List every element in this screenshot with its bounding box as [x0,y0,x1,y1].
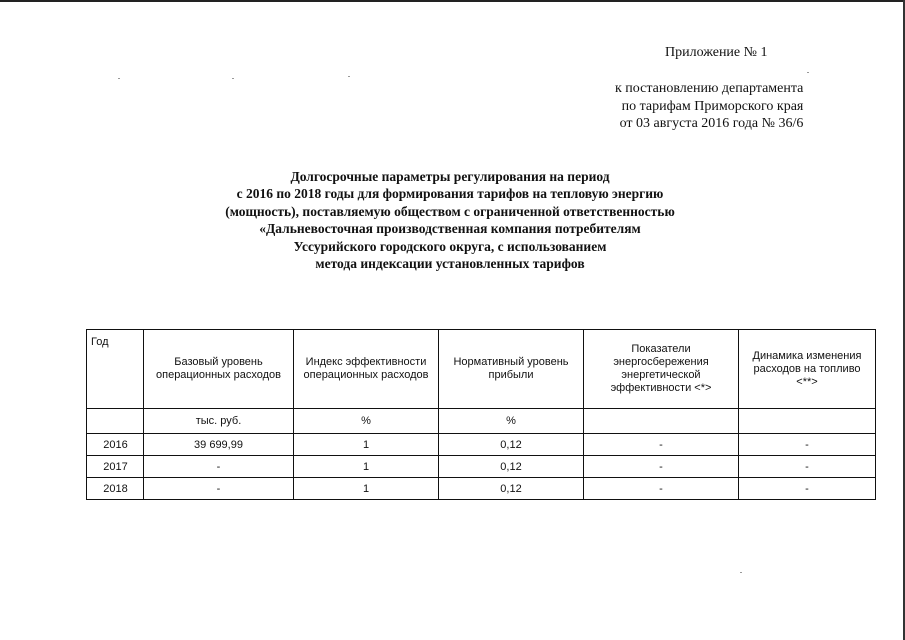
parameters-table [86,329,876,500]
unit-cell [584,409,739,434]
profit-level-cell: 0,12 [439,478,584,500]
table-row [87,478,876,500]
base-opex-cell: 39 699,99 [144,434,294,456]
fuel-dynamics-cell: - [739,434,876,456]
energy-saving-cell: - [584,456,739,478]
reference-line: к постановлению департамента [615,81,804,96]
unit-cell: тыс. руб. [144,409,294,434]
year-cell: 2017 [87,456,144,478]
document-title [140,168,760,272]
column-header-profit-level: Нормативный уровень прибыли [439,330,584,409]
title-line: Уссурийского городского округа, с использованием [293,238,607,254]
title-line: Долгосрочные параметры регулирования на период [290,169,610,184]
table-header-row [87,330,876,409]
fuel-dynamics-cell: - [739,456,876,478]
profit-level-cell: 0,12 [439,456,584,478]
scan-speck [348,76,350,77]
unit-cell [87,409,144,434]
energy-saving-cell: - [584,478,739,500]
unit-cell: % [294,409,439,434]
title-line: «Дальневосточная производственная компания потребителям [259,221,641,237]
reference-line: от 03 августа 2016 года № 36/6 [619,116,804,131]
scan-speck [807,72,809,73]
fuel-dynamics-cell: - [739,478,876,500]
column-header-year: Год [87,330,144,409]
appendix-label: Приложение № 1 [665,45,768,60]
column-header-fuel-dynamics: Динамика изменения расходов на топливо <**> [739,330,876,409]
scan-speck [740,572,742,573]
title-line: метода индексации установленных тарифов [315,256,585,272]
column-header-energy-saving: Показатели энергосбережения энергетической эффективности <*> [584,330,739,409]
table-row [87,434,876,456]
unit-cell: % [439,409,584,434]
top-border-line [0,0,905,2]
column-header-base-opex: Базовый уровень операционных расходов [144,330,294,409]
scan-speck [232,78,234,79]
year-cell: 2018 [87,478,144,500]
efficiency-index-cell: 1 [294,478,439,500]
unit-cell [739,409,876,434]
scan-speck [118,78,120,79]
title-line: с 2016 по 2018 годы для формирования тарифов на тепловую энергию [236,186,664,202]
column-header-efficiency-index: Индекс эффективности операционных расходов [294,330,439,409]
reference-block [615,80,803,133]
energy-saving-cell: - [584,434,739,456]
year-cell: 2016 [87,434,144,456]
efficiency-index-cell: 1 [294,434,439,456]
base-opex-cell: - [144,456,294,478]
reference-line: по тарифам Приморского края [621,98,804,114]
units-row [87,409,876,434]
efficiency-index-cell: 1 [294,456,439,478]
base-opex-cell: - [144,478,294,500]
table-row [87,456,876,478]
title-line: (мощность), поставляемую обществом с ограниченной ответственностью [225,203,675,219]
profit-level-cell: 0,12 [439,434,584,456]
